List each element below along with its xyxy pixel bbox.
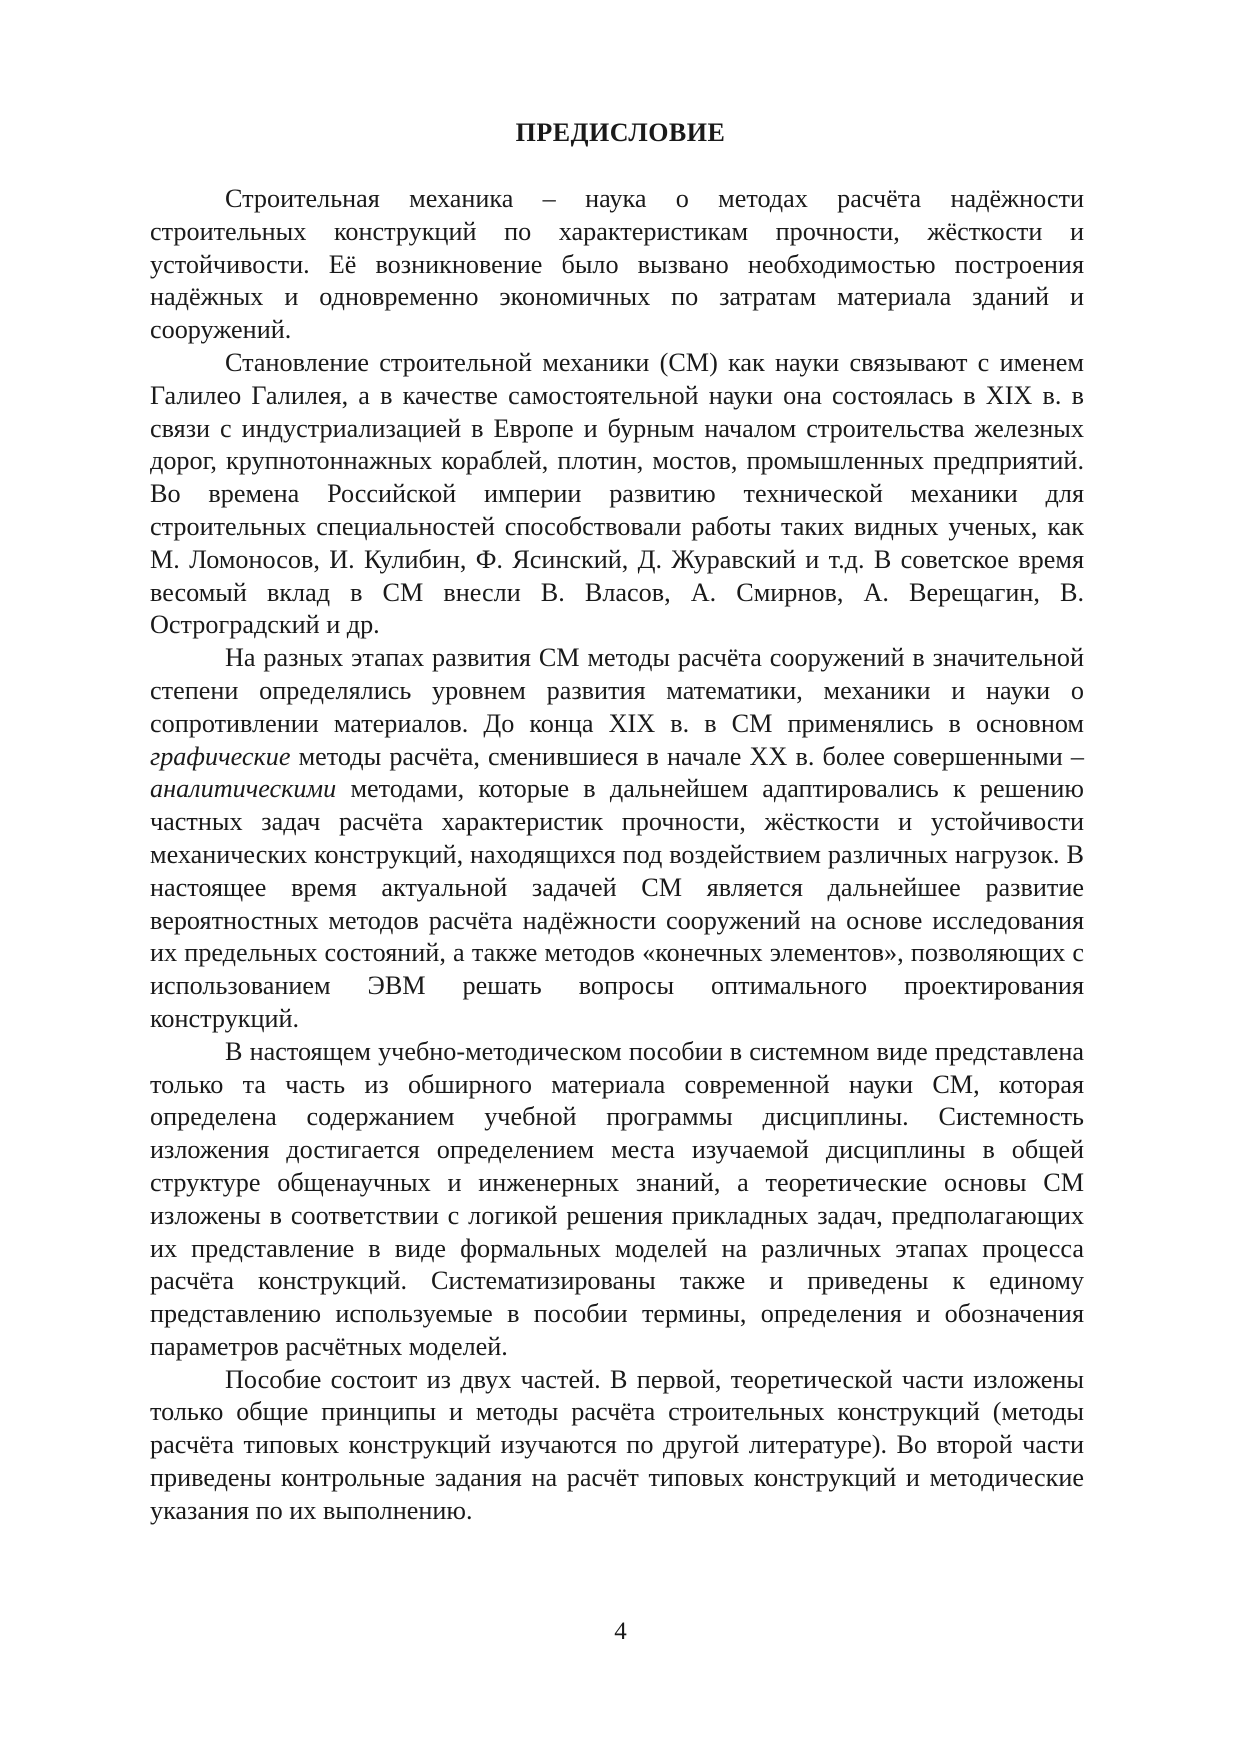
paragraph-3-part-2: методы расчёта, сменившиеся в начале XX в. более совершенными –: [290, 741, 1084, 771]
paragraph-1: Строительная механика – наука о методах расчёта надёжности строительных конструкций по характеристикам прочности, жёсткости и устойчивости. Её возникновение было вызвано необходимостью построения надёжных и одновременно экономичных по затратам материала зданий и сооружений.: [150, 184, 1084, 345]
paragraph-3-part-3: методами, которые в дальнейшем адаптировались к решению частных задач расчёта характеристик прочности, жёсткости и устойчивости механических конструкций, находящихся под воздействием различных нагрузок. В настоящее время актуальной задачей СМ является дальнейшее развитие вероятностных методов расчёта надёжности сооружений на основе исследования их предельных состояний, а также методов «конечных элементов», позволяющих с использованием ЭВМ решать вопросы оптимального проектирования конструкций.: [150, 774, 1084, 1033]
italic-term-analytic: аналитическими: [150, 774, 337, 804]
paragraph-3-part-1: На разных этапах развития СМ методы расчёта сооружений в значительной степени определялись уровнем развития математики, механики и науки о сопротивлении материалов. До конца XIX в. в СМ применялись в основном: [150, 643, 1084, 738]
page-number: 4: [614, 1618, 627, 1645]
body-text: [150, 183, 1084, 1528]
paragraph-5: Пособие состоит из двух частей. В первой, теоретической части изложены только общие принципы и методы расчёта строительных конструкций (методы расчёта типовых конструкций изучаются по другой литературе). Во второй части приведены контрольные задания на расчёт типовых конструкций и методические указания по их выполнению.: [150, 1364, 1084, 1525]
page-title: ПРЕДИСЛОВИЕ: [515, 118, 726, 147]
italic-term-graphic: графические: [150, 741, 291, 771]
paragraph-3: [150, 642, 1084, 1036]
paragraph-2: Становление строительной механики (СМ) как науки связывают с именем Галилео Галилея, а в качестве самостоятельной науки она состоялась в XIX в. в связи с индустриализацией в Европе и бурным началом строительства железных дорог, крупнотоннажных кораблей, плотин, мостов, промышленных предприятий. Во времена Российской империи развитию технической механики для строительных специальностей способствовали работы таких видных ученых, как М. Ломоносов, И. Кулибин, Ф. Ясинский, Д. Журавский и т.д. В советское время весомый вклад в СМ внесли В. Власов, А. Смирнов, А. Верещагин, В. Остроградский и др.: [150, 347, 1084, 640]
paragraph-4: В настоящем учебно-методическом пособии в системном виде представлена только та часть из обширного материала современной науки СМ, которая определена содержанием учебной программы дисциплины. Системность изложения достигается определением места изучаемой дисциплины в общей структуре общенаучных и инженерных знаний, а теоретические основы СМ изложены в соответствии с логикой решения прикладных задач, предполагающих их представление в виде формальных моделей на различных этапах процесса расчёта конструкций. Систематизированы также и приведены к единому представлению используемые в пособии термины, определения и обозначения параметров расчётных моделей.: [150, 1036, 1084, 1361]
